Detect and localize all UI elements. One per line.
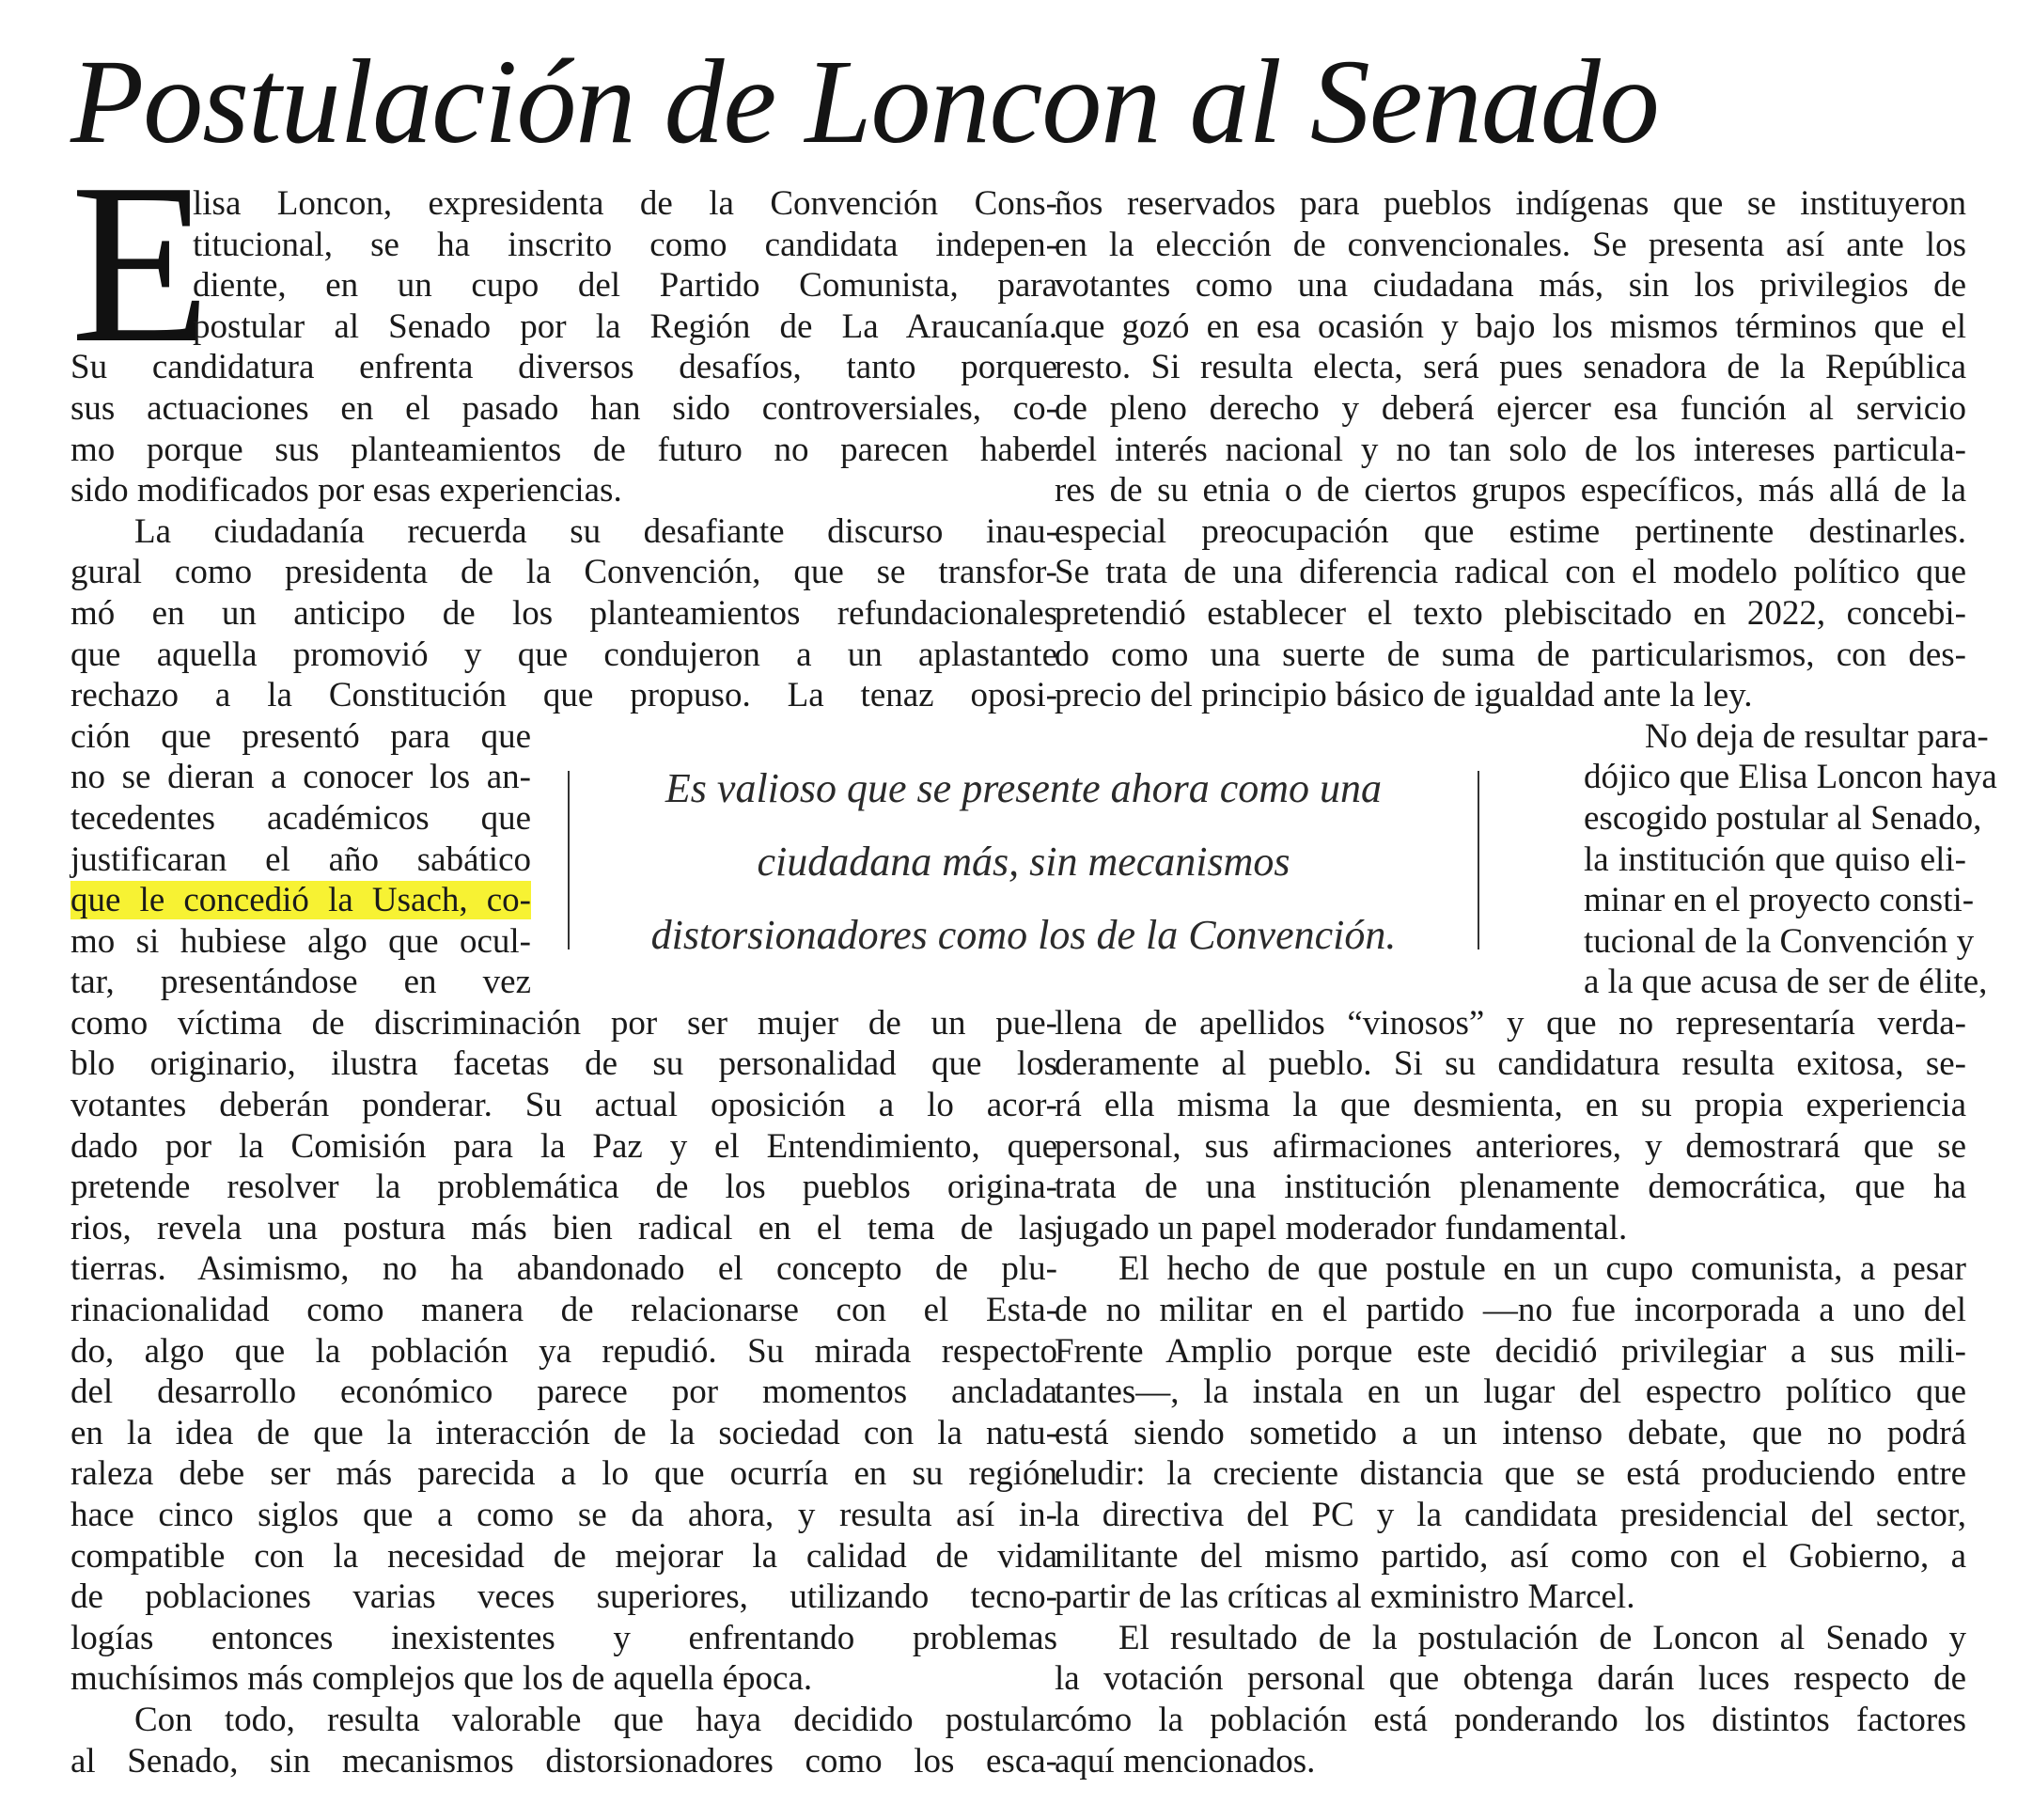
text-line: do, algo que la población ya repudió. Su mirada respecto [70, 1331, 1057, 1371]
text-line: votantes como una ciudadana más, sin los privilegios de [1055, 266, 1966, 306]
text-line: precio del principio básico de igualdad ante la ley. [1055, 676, 1753, 715]
text-line: personal, sus afirmaciones anteriores, y demostrará que se [1055, 1126, 1966, 1166]
text-line: rá ella misma la que desmienta, en su propia experiencia [1055, 1086, 1966, 1125]
text-line: titucional, se ha inscrito como candidata indepen- [193, 225, 1057, 264]
text-line: lisa Loncon, expresidenta de la Convención Cons- [193, 184, 1057, 223]
text-line: jugado un papel moderador fundamental. [1055, 1208, 1628, 1247]
text-line: deramente al pueblo. Si su candidatura resulta exitosa, se- [1055, 1044, 1966, 1084]
text-line: al Senado, sin mecanismos distorsionadores como los esca- [70, 1741, 1057, 1781]
text-line: do como una suerte de suma de particularismos, con des- [1055, 635, 1966, 674]
text-line: de poblaciones varias veces superiores, utilizando tecno- [70, 1577, 1057, 1617]
text-line: como víctima de discriminación por ser mujer de un pue- [70, 1003, 1057, 1043]
right-column [1055, 183, 1997, 1781]
text-line: tierras. Asimismo, no ha abandonado el concepto de plu- [70, 1249, 1057, 1289]
text-line: la directiva del PC y la candidata presidencial del sector, [1055, 1496, 1966, 1534]
article-headline: Postulación de Loncon al Senado [70, 35, 1659, 168]
text-line: hace cinco siglos que a como se da ahora, y resulta así in- [70, 1496, 1057, 1534]
text-line: pretende resolver la problemática de los pueblos origina- [70, 1168, 1057, 1207]
text-line: No deja de resultar para- [1645, 716, 1989, 756]
text-line: postular al Senado por la Región de La Araucanía. [193, 306, 1057, 346]
text-line: la votación personal que obtenga darán luces respecto de [1055, 1659, 1966, 1699]
text-line: rechazo a la Constitución que propuso. La tenaz oposi- [70, 676, 1057, 715]
text-line: rinacionalidad como manera de relacionarse con el Esta- [70, 1291, 1057, 1330]
text-line: mo si hubiese algo que ocul- [70, 921, 531, 961]
pull-quote-text [568, 752, 1479, 972]
text-line: no se dieran a conocer los an- [70, 758, 531, 797]
drop-cap: E [70, 136, 211, 390]
text-line: Se trata de una diferencia radical con el modelo político que [1055, 553, 1966, 592]
text-line: tantes—, la instala en un lugar del espectro político que [1055, 1373, 1966, 1412]
text-line: militante del mismo partido, así como con el Gobierno, a [1055, 1536, 1966, 1576]
text-line: del interés nacional y no tan solo de los intereses particula- [1055, 430, 1966, 469]
text-line: a la que acusa de ser de élite, [1584, 963, 1988, 1002]
highlighted-text: que le concedió la Usach, co- [70, 881, 531, 920]
text-line: res de su etnia o de ciertos grupos específicos, más allá de la [1055, 471, 1966, 510]
text-line: votantes deberán ponderar. Su actual oposición a lo acor- [70, 1086, 1057, 1125]
text-line: del desarrollo económico parece por momentos anclada [70, 1373, 1057, 1412]
text-line: en la idea de que la interacción de la sociedad con la natu- [70, 1413, 1057, 1452]
text-line: mo porque sus planteamientos de futuro no parecen haber [70, 430, 1057, 469]
text-line: pretendió establecer el texto plebiscitado en 2022, concebi- [1055, 593, 1966, 633]
text-line: La ciudadanía recuerda su desafiante discurso inau- [134, 511, 1057, 551]
text-line: escogido postular al Senado, [1584, 798, 1982, 838]
text-line: sido modificados por esas experiencias. [70, 471, 622, 510]
text-line: blo originario, ilustra facetas de su personalidad que los [70, 1044, 1057, 1084]
text-line: tecedentes académicos que [70, 798, 531, 838]
text-line: ción que presentó para que [70, 716, 531, 756]
text-line: El resultado de la postulación de Loncon al Senado y [1118, 1618, 1966, 1657]
text-line: muchísimos más complejos que los de aquella época. [70, 1659, 813, 1699]
text-line: logías entonces inexistentes y enfrentando problemas [70, 1618, 1057, 1657]
text-line: raleza debe ser más parecida a lo que ocurría en su región [70, 1454, 1057, 1494]
text-line: especial preocupación que estime pertinente destinarles. [1055, 511, 1966, 551]
text-line: resto. Si resulta electa, será pues senadora de la República [1055, 348, 1966, 387]
text-line: rios, revela una postura más bien radical en el tema de las [70, 1208, 1057, 1247]
text-line: la institución que quiso eli- [1584, 839, 1966, 879]
pull-quote-line: ciudadana más, sin mecanismos [757, 839, 1290, 885]
text-line: mó en un anticipo de los planteamientos refundacionales [70, 593, 1057, 633]
text-line: partir de las críticas al exministro Marcel. [1055, 1577, 1635, 1617]
text-line: dado por la Comisión para la Paz y el Entendimiento, que [70, 1126, 1057, 1166]
text-line: tar, presentándose en vez [70, 963, 531, 1002]
text-line: que aquella promovió y que condujeron a un aplastante [70, 635, 1057, 674]
text-line: llena de apellidos “vinosos” y que no representaría verda- [1055, 1003, 1966, 1043]
text-line: eludir: la creciente distancia que se está produciendo entre [1055, 1454, 1966, 1494]
pull-quote-line: distorsionadores como los de la Convención. [650, 912, 1397, 958]
text-line: está siendo sometido a un intenso debate, que no podrá [1055, 1413, 1966, 1452]
text-line: tucional de la Convención y [1584, 921, 1975, 961]
text-line: aquí mencionados. [1055, 1741, 1316, 1781]
text-line: Frente Amplio porque este decidió privilegiar a sus mili- [1055, 1331, 1966, 1371]
text-line: compatible con la necesidad de mejorar la calidad de vida [70, 1536, 1057, 1576]
text-line: trata de una institución plenamente democrática, que ha [1055, 1168, 1966, 1207]
text-line [70, 880, 531, 921]
text-line: gural como presidenta de la Convención, que se transfor- [70, 553, 1057, 592]
text-line: diente, en un cupo del Partido Comunista, para [193, 266, 1057, 306]
text-line: en la elección de convencionales. Se presenta así ante los [1055, 225, 1966, 264]
text-line: justificaran el año sabático [70, 839, 531, 879]
left-column [70, 183, 1057, 1781]
pull-quote [568, 752, 1479, 968]
pull-quote-line: Es valioso que se presente ahora como una [665, 765, 1383, 811]
text-line: El hecho de que postule en un cupo comunista, a pesar [1118, 1249, 1966, 1289]
text-line: de no militar en el partido —no fue incorporada a uno del [1055, 1291, 1966, 1330]
text-line: cómo la población está ponderando los distintos factores [1055, 1700, 1966, 1739]
text-line: de pleno derecho y deberá ejercer esa función al servicio [1055, 388, 1966, 428]
text-line: minar en el proyecto consti- [1584, 881, 1975, 920]
text-line: dójico que Elisa Loncon haya [1584, 758, 1997, 797]
text-line: ños reservados para pueblos indígenas que se instituyeron [1055, 184, 1966, 223]
text-line: Su candidatura enfrenta diversos desafíos, tanto porque [70, 348, 1057, 387]
text-line: Con todo, resulta valorable que haya decidido postular [134, 1700, 1057, 1739]
text-line: que gozó en esa ocasión y bajo los mismos términos que el [1055, 306, 1966, 346]
text-line: sus actuaciones en el pasado han sido controversiales, co- [70, 388, 1057, 428]
